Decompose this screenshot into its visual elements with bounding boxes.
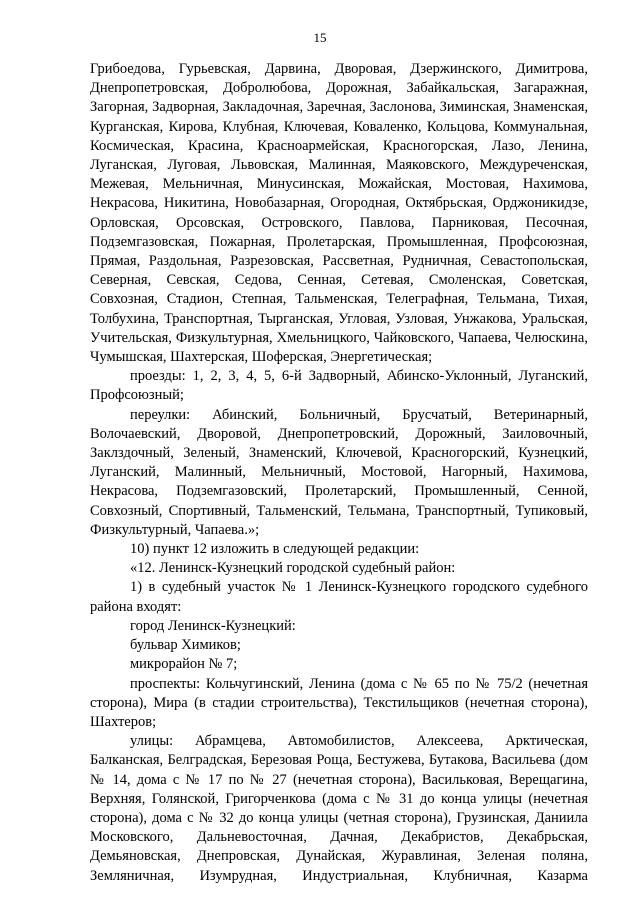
paragraph: переулки: Абинский, Больничный, Брусчатый, Ветеринарный, Волочаевский, Дворовой, Днепропетровский, Дорожный, Заиловочный, Заклздочный, Зеленый, Знаменский, Ключевой, Красногорский, Кузнецкий, Луганский, Малинный, Мельничный, Мостовой, Нагорный, Нахимова, Некрасова, Подземгазовский, Пролетарский, Промышленный, Сенной, Совхозный, Спортивный, Тальменский, Тельмана, Транспортный, Тупиковый, Физкультурный, Чапаева.»; xyxy=(90,406,588,538)
paragraph: бульвар Химиков; xyxy=(130,637,241,654)
paragraph: «12. Ленинск-Кузнецкий городской судебный район: xyxy=(130,560,456,577)
paragraph: проспекты: Кольчугинский, Ленина (дома с № 65 по № 75/2 (нечетная сторона), Мира (в стадии строительства), Текстильщиков (нечетная сторона), Шахтеров; xyxy=(90,675,588,730)
paragraph: улицы: Абрамцева, Автомобилистов, Алексеева, Арктическая, Балканская, Белградская, Березовая Роща, Бестужева, Бутакова, Васильева (дом № 14, дома с № 17 по № 27 (нечетная сторона), Васильковая, Верещагина, Верхняя, Голянской, Григорченкова (дома с № 31 до конца улицы (нечетная сторона), дома с № 32 до конца улицы (четная сторона), Грузинская, Даниила Московского, Дальневосточная, Дачная, Декабристов, Декабрьская, Демьяновская, Днепровская, Дунайская, Журавлиная, Зеленая поляна, Земляничная, Изумрудная, Индустриальная, Клубничная, Казарма xyxy=(90,733,588,884)
paragraph: 1) в судебный участок № 1 Ленинск-Кузнецкого городского судебного района входят: xyxy=(90,579,588,615)
paragraph: Грибоедова, Гурьевская, Дарвина, Дворовая, Дзержинского, Димитрова, Днепропетровская, Добролюбова, Дорожная, Забайкальская, Загаражная, Загорная, Задворная, Закладочная, Заречная, Заслонова, Зиминская, Знаменская, Курганская, Кирова, Клубная, Ключевая, Коваленко, Кольцова, Коммунальная, Космическая, Красина, Красноармейская, Красногорская, Лазо, Ленина, Луганская, Луговая, Львовская, Малинная, Маяковского, Междуреченская, Межевая, Мельничная, Минусинская, Можайская, Мостовая, Нахимова, Некрасова, Никитина, Новобазарная, Огородная, Октябрьская, Орджоникидзе, Орловская, Орсовская, Островского, Павлова, Парниковая, Песочная, Подземгазовская, Пожарная, Пролетарская, Промышленная, Профсоюзная, Прямая, Раздольная, Разрезовская, Рассветная, Рудничная, Севастопольская, Северная, Севская, Седова, Сенная, Сетевая, Смоленская, Советская, Совхозная, Стадион, Степная, Тальменская, Телеграфная, Тельмана, Тихая, Толбухина, Транспортная, Тырганская, Угловая, Узловая, Унжакова, Уральская, Учительская, Физкультурная, Хмельницкого, Чайковского, Чапаева, Челюскина, Чумышская, Шахтерская, Шоферская, Энергетическая; xyxy=(90,61,588,366)
paragraph: проезды: 1, 2, 3, 4, 5, 6-й Задворный, Абинско-Уклонный, Луганский, Профсоюзный; xyxy=(90,368,588,404)
paragraph: 10) пункт 12 изложить в следующей редакции: xyxy=(130,541,420,558)
paragraph: микрорайон № 7; xyxy=(130,656,238,673)
document-body xyxy=(90,60,588,886)
page-number: 15 xyxy=(313,30,327,45)
paragraph: город Ленинск-Кузнецкий: xyxy=(130,617,296,634)
